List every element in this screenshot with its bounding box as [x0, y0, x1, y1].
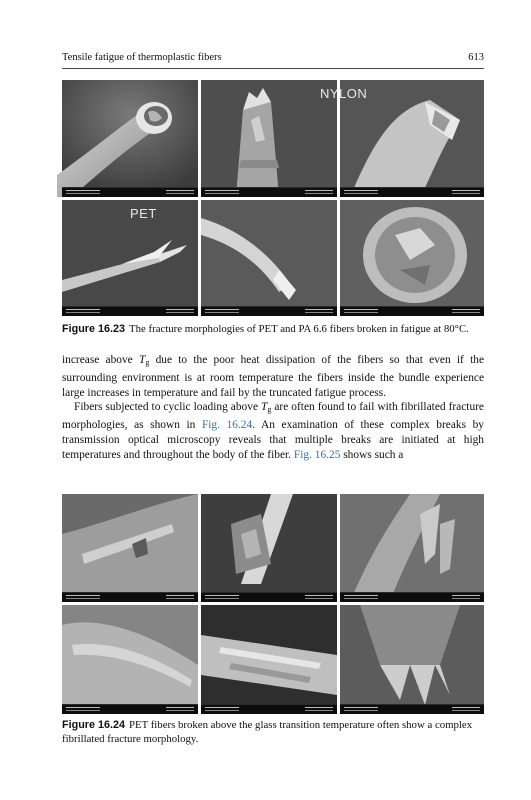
sem-image-pet-1: [62, 80, 198, 197]
pet-label: PET: [130, 206, 157, 221]
figure-16-24: [62, 494, 484, 714]
sem-image-fibrillated-3: [340, 494, 484, 602]
figure-reference-16-25[interactable]: Fig. 16.25: [293, 448, 341, 461]
caption-label: Figure 16.23: [62, 323, 126, 335]
nylon-label: NYLON: [320, 86, 368, 101]
figure-16-23-caption: [62, 322, 484, 336]
caption-text: The fracture morphologies of PET and PA 6.6 fibers broken in fatigue at 80°C.: [129, 323, 469, 335]
body-text: [62, 353, 484, 463]
figure-reference-16-24[interactable]: Fig. 16.24: [201, 419, 253, 432]
sem-image-fibrillated-5: [201, 605, 337, 714]
sem-image-nylon-1: [201, 80, 337, 197]
sem-image-fibrillated-2: [201, 494, 337, 602]
running-title: Tensile fatigue of thermoplastic fibers: [62, 52, 222, 63]
sem-image-fibrillated-6: [340, 605, 484, 714]
sem-image-pet-2: [62, 200, 198, 316]
page-number: 613: [468, 52, 484, 63]
sem-image-pet-4: [340, 200, 484, 316]
paragraph-2: Fibers subjected to cyclic loading above $T_g$ are often found to fail with fibrillated fracture morphologies, as shown in Fig. 16.24. An examination of these complex breaks by transmission optical microscopy reveals that multiple breaks are initiated at high temperatures and throughout the body of the fiber. Fig. 16.25 shows such a: [62, 401, 484, 461]
sem-image-nylon-2: [320, 80, 484, 197]
sem-image-fibrillated-1: [62, 494, 198, 602]
running-header: [62, 52, 484, 69]
sem-image-fibrillated-4: [62, 605, 198, 714]
caption-label: Figure 16.24: [62, 719, 126, 731]
figure-16-23: [62, 80, 484, 316]
paragraph-1: increase above $T_g$ due to the poor heat dissipation of the fibers so that even if the surrounding environment is at room temperature the fibers inside the bundle experience large increases in temperature and fail by the truncated fatigue process.: [62, 354, 484, 399]
sem-image-pet-3: [201, 200, 337, 316]
figure-16-24-caption: [62, 718, 484, 746]
caption-text: PET fibers broken above the glass transition temperature often show a complex fibrillated fracture morphology.: [62, 719, 473, 745]
